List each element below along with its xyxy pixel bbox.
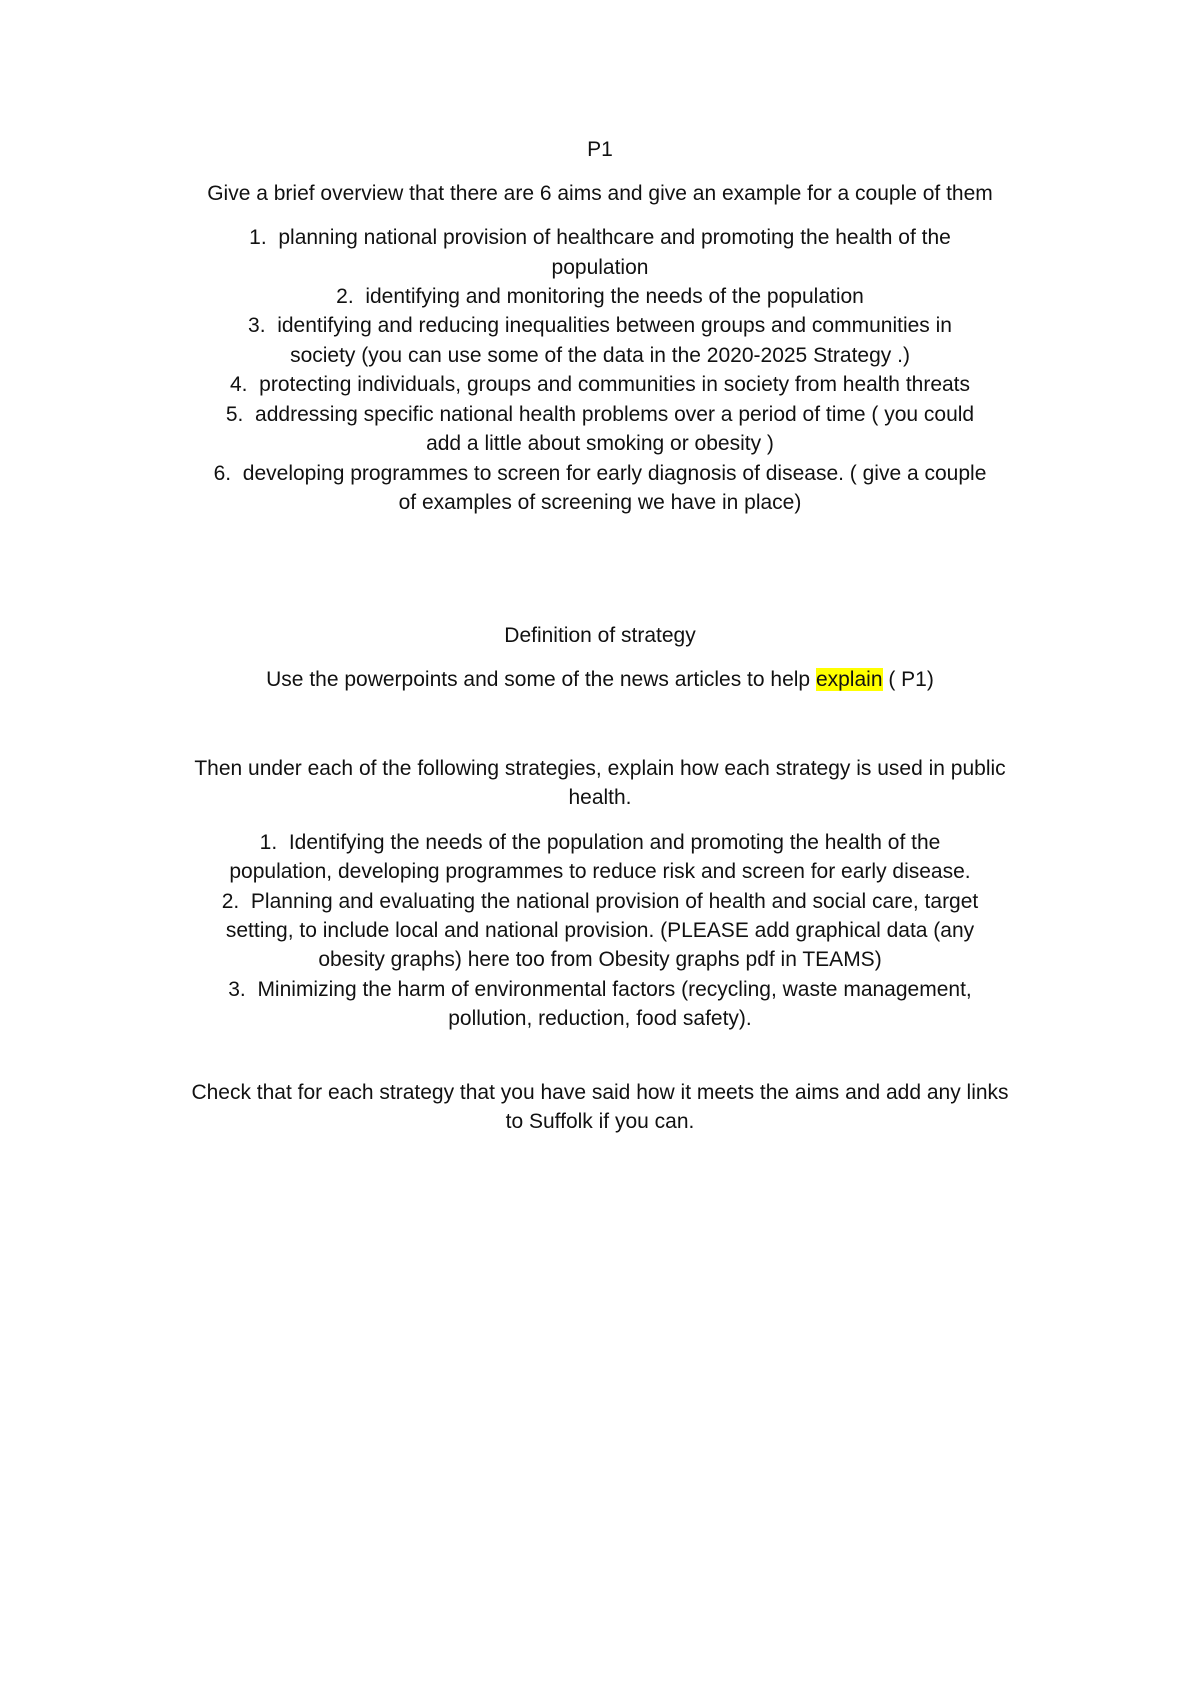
strategy-item-1 <box>0 827 1200 859</box>
instruction-text <box>0 664 1200 696</box>
list-number: 4. <box>229 373 248 396</box>
list-number: 6. <box>213 462 232 485</box>
intro-text: Give a brief overview that there are 6 aims and give an example for a couple of them <box>207 182 993 205</box>
check-paragraph-line-1: Check that for each strategy that you have said how it meets the aims and add any links <box>191 1081 1009 1104</box>
strategy-text: Identifying the needs of the population and promoting the health of the <box>288 831 941 854</box>
instruction-after: ( P1) <box>882 668 934 691</box>
aim-text: addressing specific national health problems over a period of time ( you could <box>255 403 975 426</box>
page-heading: P1 <box>587 138 613 161</box>
list-number: 3. <box>248 314 266 337</box>
aim-item-4 <box>0 369 1200 401</box>
strategy-item-2-continued-2: obesity graphs) here too from Obesity graphs pdf in TEAMS) <box>318 948 882 971</box>
aim-item-6 <box>0 458 1200 490</box>
aim-item-6-continued: of examples of screening we have in place) <box>398 491 802 514</box>
aim-text: identifying and reducing inequalities between groups and communities in <box>277 314 952 337</box>
then-paragraph-line-1: Then under each of the following strategies, explain how each strategy is used in public <box>194 757 1006 780</box>
aim-item-3-continued: society (you can use some of the data in the 2020-2025 Strategy .) <box>290 344 910 367</box>
aim-text: planning national provision of healthcare and promoting the health of the <box>278 226 951 249</box>
check-paragraph-line-2: to Suffolk if you can. <box>505 1110 695 1133</box>
strategy-item-3 <box>0 974 1200 1006</box>
aim-text: developing programmes to screen for early diagnosis of disease. ( give a couple <box>242 462 987 485</box>
aim-item-5-continued: add a little about smoking or obesity ) <box>426 432 774 455</box>
aim-item-5 <box>0 399 1200 431</box>
definition-heading: Definition of strategy <box>504 624 696 647</box>
list-number: 1. <box>249 226 267 249</box>
then-paragraph-line-2: health. <box>568 786 632 809</box>
aim-text: protecting individuals, groups and communities in society from health threats <box>259 373 971 396</box>
strategy-item-2 <box>0 886 1200 918</box>
aim-item-1 <box>0 222 1200 254</box>
highlighted-word: explain <box>815 668 883 691</box>
aim-item-3 <box>0 310 1200 342</box>
strategy-item-1-continued: population, developing programmes to reduce risk and screen for early disease. <box>229 860 971 883</box>
list-number: 2. <box>221 890 240 913</box>
list-number: 2. <box>336 285 354 308</box>
list-number: 3. <box>228 978 246 1001</box>
aim-text: identifying and monitoring the needs of the population <box>365 285 864 308</box>
strategy-item-3-continued: pollution, reduction, food safety). <box>448 1007 752 1030</box>
aim-item-1-continued: population <box>551 256 649 279</box>
strategy-text: Planning and evaluating the national provision of health and social care, target <box>250 890 979 913</box>
strategy-item-2-continued-1: setting, to include local and national provision. (PLEASE add graphical data (any <box>225 919 975 942</box>
list-number: 5. <box>225 403 244 426</box>
instruction-before: Use the powerpoints and some of the news articles to help <box>266 668 816 691</box>
aim-item-2 <box>0 281 1200 313</box>
strategy-text: Minimizing the harm of environmental factors (recycling, waste management, <box>257 978 972 1001</box>
list-number: 1. <box>259 831 278 854</box>
